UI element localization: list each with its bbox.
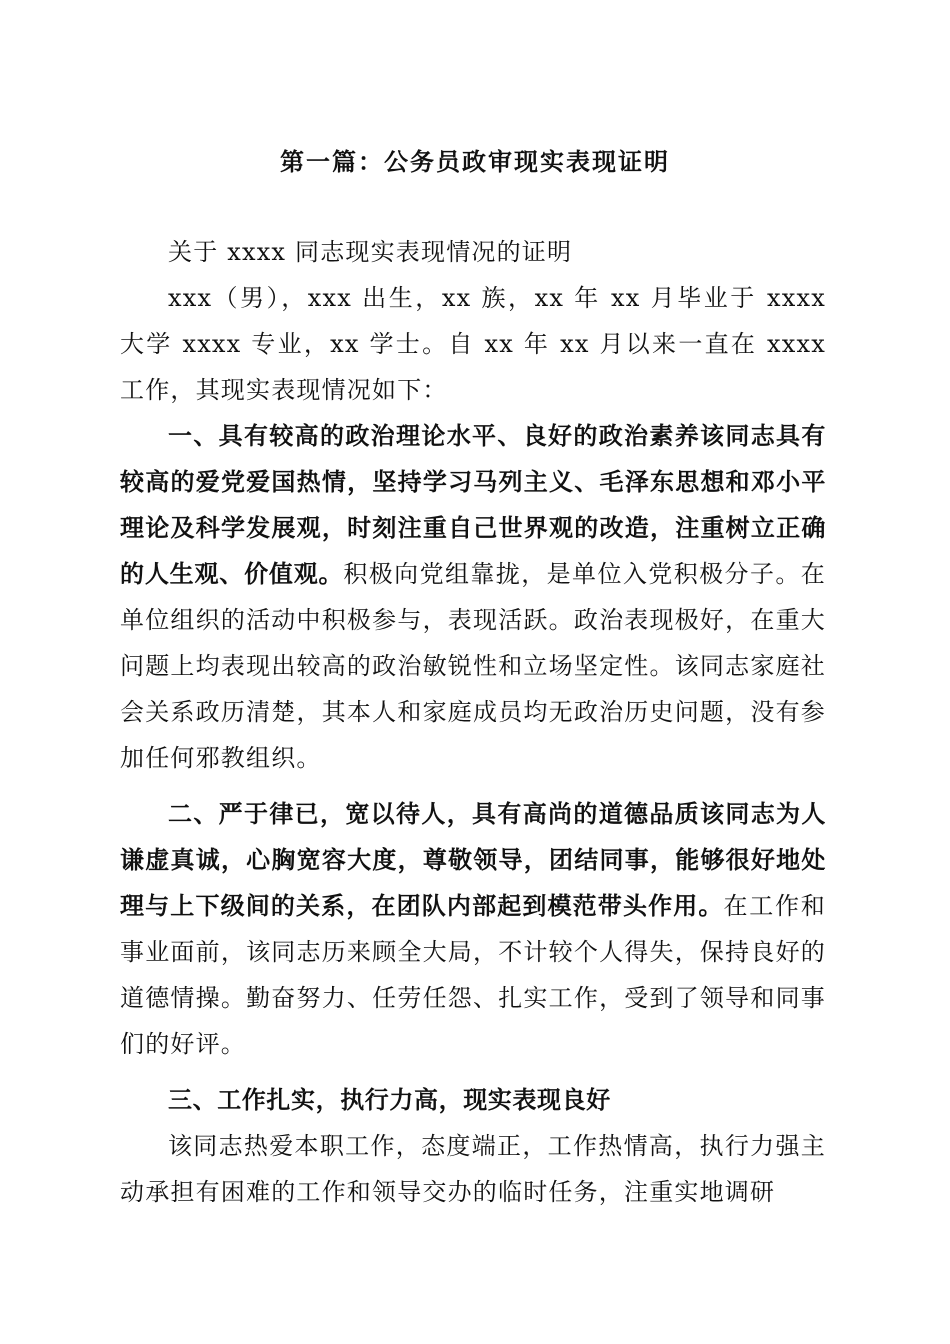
section-1-heading: 一、具有较高的政治理论水平、良好的政治素养该同志具有较高的爱党爱国热情，坚持学习马列主义、毛泽东思想和邓小平理论及科学发展观，时刻注重自己世界观的改造，注重树立正确的人生观、价值观。	[120, 422, 826, 588]
section-2-heading: 二、严于律已，宽以待人，具有高尚的道德品质该同志为人谦虚真诚，心胸宽容大度，尊敬领导，团结同事，能够很好地处理与上下级间的关系，在团队内部起到模范带头作用。	[120, 800, 826, 920]
document-body	[120, 229, 826, 1215]
section-3-text: 该同志热爱本职工作，态度端正，工作热情高，执行力强主动承担有困难的工作和领导交办的临时任务，注重实地调研	[120, 1132, 826, 1206]
intro-paragraph: xxx（男），xxx 出生，xx 族，xx 年 xx 月毕业于 xxxx 大学 xxxx 专业，xx 学士。自 xx 年 xx 月以来一直在 xxxx 工作，其现实表现情况如下：	[120, 284, 826, 404]
section-1-paragraph	[120, 413, 826, 781]
document-title: 第一篇：公务员政审现实表现证明	[280, 147, 670, 176]
section-1-text: 积极向党组靠拢，是单位入党积极分子。在单位组织的活动中积极参与，表现活跃。政治表现极好，在重大问题上均表现出较高的政治敏锐性和立场坚定性。该同志家庭社会关系政历清楚，其本人和家庭成员均无政治历史问题，没有参加任何邪教组织。	[120, 560, 826, 772]
section-3-heading: 三、工作扎实，执行力高，现实表现良好	[168, 1086, 611, 1114]
section-2-paragraph	[120, 791, 826, 1067]
subject-line: 关于 xxxx 同志现实表现情况的证明	[168, 238, 573, 266]
section-2-text: 在工作和事业面前，该同志历来顾全大局，不计较个人得失，保持良好的道德情操。勤奋努力、任劳任怨、扎实工作，受到了领导和同事们的好评。	[120, 892, 826, 1058]
